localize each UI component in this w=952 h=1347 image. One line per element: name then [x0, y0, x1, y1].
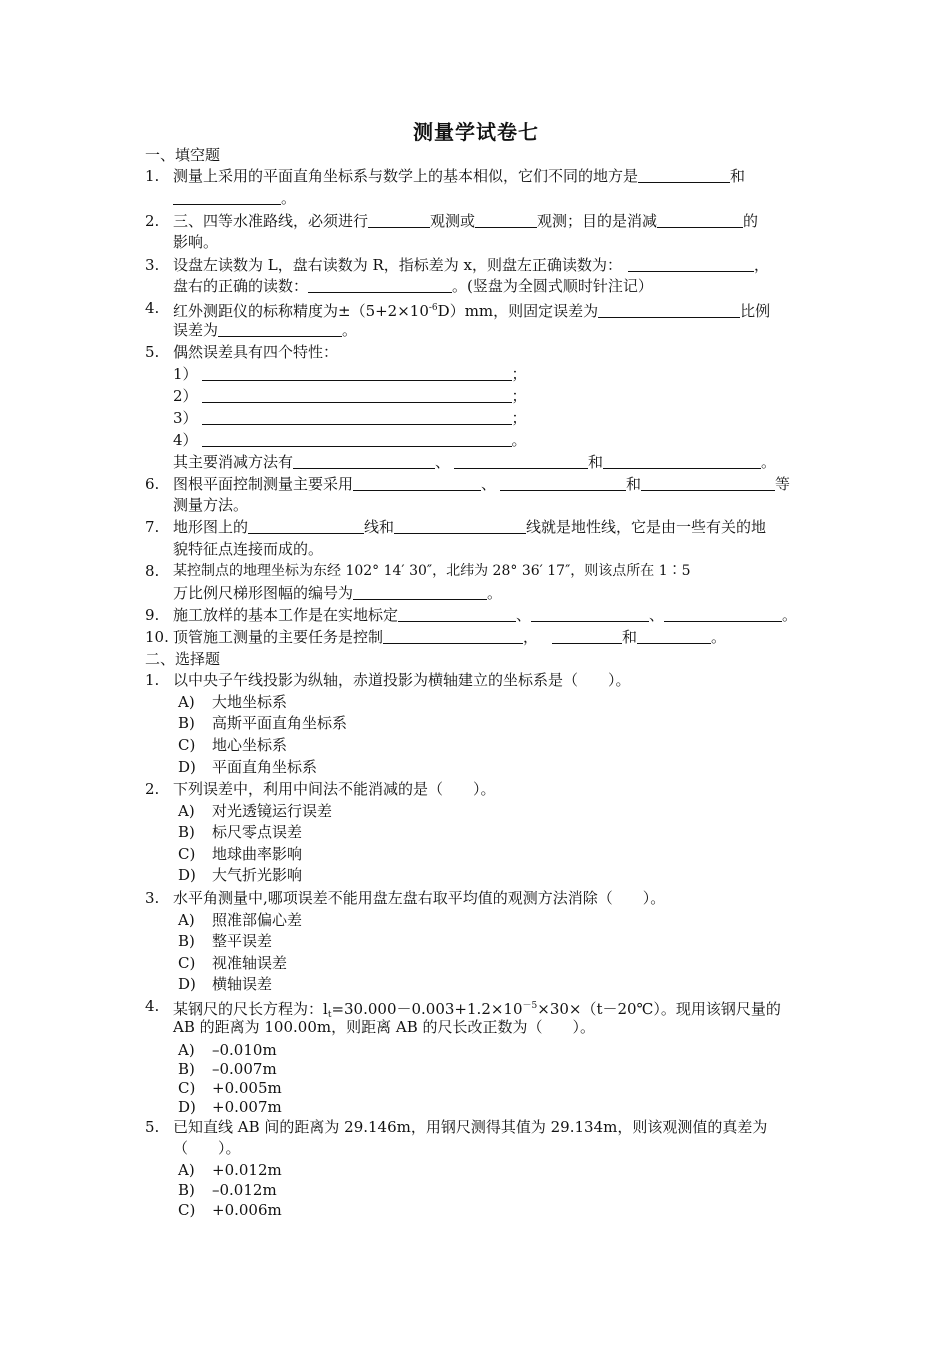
answer-blank[interactable]	[454, 453, 588, 469]
page-title: 测量学试卷七	[413, 120, 539, 144]
choice-4-option-b[interactable]: B) –0.007m	[178, 1060, 277, 1078]
answer-blank[interactable]	[368, 212, 430, 228]
answer-blank[interactable]	[657, 212, 743, 228]
choice-5-option-a[interactable]: A) +0.012m	[178, 1161, 282, 1179]
answer-blank[interactable]	[383, 628, 523, 644]
choice-2-option-b[interactable]: B) 标尺零点误差	[178, 823, 303, 841]
choice-3-option-a[interactable]: A) 照准部偏心差	[178, 911, 303, 929]
choice-2-option-d[interactable]: D) 大气折光影响	[178, 866, 303, 884]
section-heading-fill: 一、填空题	[145, 146, 221, 164]
choice-3-option-b[interactable]: B) 整平误差	[178, 932, 273, 950]
answer-blank[interactable]	[475, 212, 537, 228]
answer-blank[interactable]	[641, 475, 775, 491]
fill-question-5-item-1: 1） ；	[173, 365, 527, 383]
choice-question-5: 5. 已知直线 AB 间的距离为 29.146m，用钢尺测得其值为 29.134m，则该观测值的真差为	[145, 1118, 768, 1136]
fill-question-3: 3. 设盘左读数为 L，盘右读数为 R，指标差为 x，则盘左正确读数为： ，	[145, 256, 770, 274]
choice-question-1: 1. 以中央子午线投影为纵轴，赤道投影为横轴建立的坐标系是（ ）。	[145, 671, 631, 689]
fill-question-9: 9. 施工放样的基本工作是在实地标定 、 、 。	[145, 606, 798, 624]
answer-blank[interactable]	[603, 453, 761, 469]
choice-question-5-cont: （ ）。	[173, 1139, 241, 1157]
fill-question-5-item-4: 4） 。	[173, 431, 527, 449]
choice-2-option-a[interactable]: A) 对光透镜运行误差	[178, 802, 333, 820]
choice-5-option-c[interactable]: C) +0.006m	[178, 1201, 282, 1219]
answer-blank[interactable]	[664, 606, 782, 622]
answer-blank[interactable]	[637, 628, 711, 644]
fill-question-7: 7. 地形图上的 线和 线就是地性线，它是由一些有关的地	[145, 518, 767, 536]
fill-question-5: 5. 偶然误差具有四个特性：	[145, 343, 339, 361]
answer-blank[interactable]	[308, 277, 452, 293]
fill-question-4-cont: 误差为 。	[173, 321, 358, 339]
answer-blank[interactable]	[353, 475, 481, 491]
answer-blank[interactable]	[218, 321, 342, 337]
fill-question-8-cont: 万比例尺梯形图幅的编号为 。	[173, 584, 503, 602]
fill-question-5-methods: 其主要消减方法有 、 和 。	[173, 453, 777, 471]
answer-blank[interactable]	[202, 365, 512, 381]
answer-blank[interactable]	[638, 167, 730, 183]
answer-blank[interactable]	[598, 302, 740, 318]
choice-2-option-c[interactable]: C) 地球曲率影响	[178, 845, 303, 863]
choice-1-option-b[interactable]: B) 高斯平面直角坐标系	[178, 714, 348, 732]
answer-blank[interactable]	[552, 628, 622, 644]
answer-blank[interactable]	[531, 606, 649, 622]
fill-question-2-cont: 影响。	[173, 233, 219, 251]
choice-3-option-d[interactable]: D) 横轴误差	[178, 975, 273, 993]
fill-question-7-cont: 貌特征点连接而成的。	[173, 540, 324, 558]
section-heading-choice: 二、选择题	[145, 650, 221, 668]
choice-question-3: 3. 水平角测量中,哪项误差不能用盘左盘右取平均值的观测方法消除（ ）。	[145, 889, 666, 907]
fill-question-4: 4. 红外测距仪的标称精度为$\pm(5+2\times 10^{-6}D)mm$，则固定误差为 比例	[145, 299, 771, 320]
fill-question-1-cont: 。	[145, 188, 810, 209]
choice-question-4: 4. 某钢尺的尺长方程为：$l_t=30.000-0.003+1.2\times 10^{-5}\times 30\times(t-20℃)$。现用该钢尺量的	[145, 997, 781, 1020]
answer-blank[interactable]	[353, 584, 487, 600]
answer-blank[interactable]	[398, 606, 516, 622]
answer-blank[interactable]	[173, 189, 281, 205]
choice-question-2: 2. 下列误差中，利用中间法不能消减的是（ ）。	[145, 780, 496, 798]
answer-blank[interactable]	[202, 431, 512, 447]
answer-blank[interactable]	[394, 518, 526, 534]
fill-question-3-cont: 盘右的正确的读数： 。(竖盘为全圆式顺时针注记）	[173, 277, 653, 295]
fill-question-1: 1. 测量上采用的平面直角坐标系与数学上的基本相似，它们不同的地方是 和	[145, 167, 746, 185]
fill-question-5-item-3: 3） ；	[173, 409, 527, 427]
answer-blank[interactable]	[293, 453, 435, 469]
answer-blank[interactable]	[500, 475, 626, 491]
choice-5-option-b[interactable]: B) –0.012m	[178, 1181, 277, 1199]
answer-blank[interactable]	[202, 409, 512, 425]
choice-4-option-a[interactable]: A) –0.010m	[178, 1041, 277, 1059]
fill-question-6: 6. 图根平面控制测量主要采用 、 和 等	[145, 475, 791, 493]
answer-blank[interactable]	[202, 387, 512, 403]
fill-question-6-cont: 测量方法。	[173, 496, 249, 514]
choice-4-option-c[interactable]: C) +0.005m	[178, 1079, 282, 1097]
answer-blank[interactable]	[248, 518, 364, 534]
fill-question-5-item-2: 2） ；	[173, 387, 527, 405]
choice-question-4-cont: AB 的距离为 100.00m，则距离 AB 的尺长改正数为（ ）。	[173, 1018, 595, 1036]
answer-blank[interactable]	[628, 256, 754, 272]
choice-1-option-a[interactable]: A) 大地坐标系	[178, 693, 288, 711]
fill-question-8: 8. 某控制点的地理坐标为东经 102° 14′ 30″，北纬为 28° 36′ 17″，则该点所在 1∶5	[145, 562, 691, 580]
fill-question-10: 10. 顶管施工测量的主要任务是控制 ， 和 。	[145, 628, 727, 646]
choice-1-option-c[interactable]: C) 地心坐标系	[178, 736, 288, 754]
fill-question-2: 2. 三、四等水准路线，必须进行 观测或 观测；目的是消减 的	[145, 212, 759, 230]
choice-4-option-d[interactable]: D) +0.007m	[178, 1098, 282, 1116]
choice-1-option-d[interactable]: D) 平面直角坐标系	[178, 758, 318, 776]
choice-3-option-c[interactable]: C) 视准轴误差	[178, 954, 288, 972]
